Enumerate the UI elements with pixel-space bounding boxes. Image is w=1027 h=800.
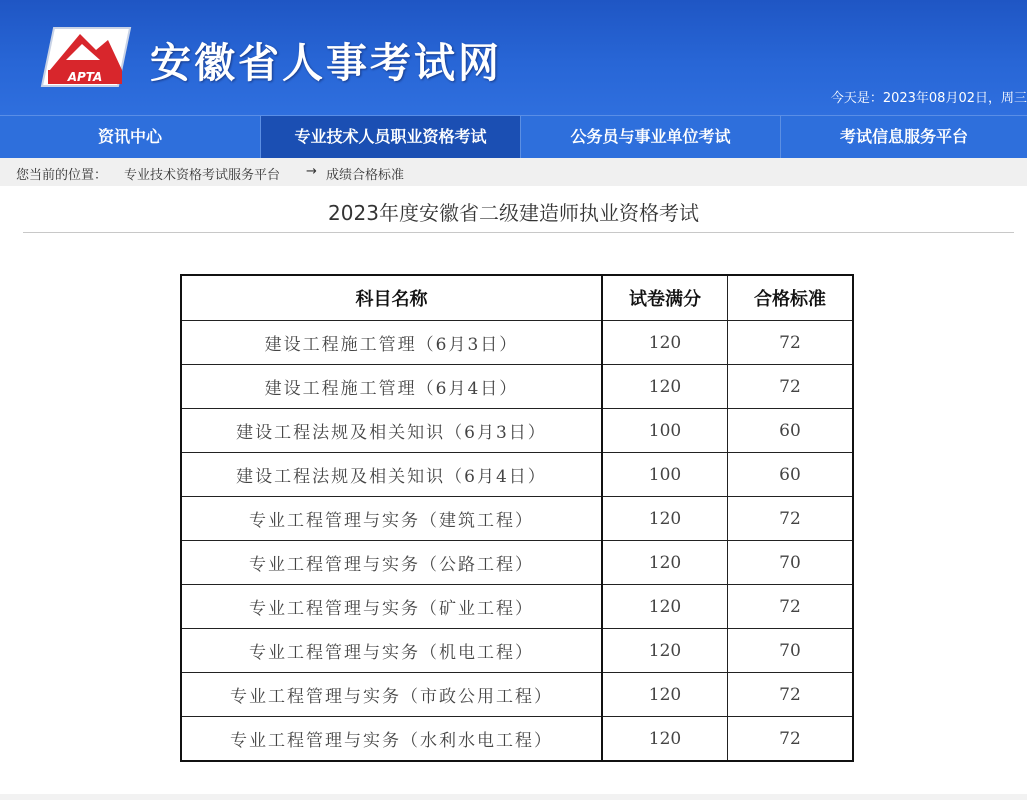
breadcrumb-arrow-icon: → [306,164,317,179]
svg-text:APTA: APTA [67,70,103,84]
table-row [181,585,853,629]
apta-logo[interactable] [36,20,132,90]
full-score-cell: 120 [602,629,728,673]
table-row [181,409,853,453]
header-subject: 科目名称 [181,275,602,321]
pass-score-cell: 72 [728,673,854,717]
subject-cell: 专业工程管理与实务（公路工程） [181,541,602,585]
pass-standard-table [180,274,854,762]
subject-cell: 专业工程管理与实务（建筑工程） [181,497,602,541]
table-row [181,453,853,497]
current-date: 今天是：2023年08月02日，周三 [830,91,1027,106]
full-score-cell: 120 [602,321,728,365]
subject-cell: 建设工程法规及相关知识（6月3日） [181,409,602,453]
table-row [181,629,853,673]
site-title[interactable]: 安徽省人事考试网 [150,39,502,87]
subject-cell: 专业工程管理与实务（矿业工程） [181,585,602,629]
pass-score-cell: 72 [728,717,854,762]
nav-item-civil-service-exams[interactable]: 公务员与事业单位考试 [570,127,731,146]
pass-score-cell: 72 [728,365,854,409]
full-score-cell: 120 [602,541,728,585]
subject-cell: 专业工程管理与实务（机电工程） [181,629,602,673]
pass-score-cell: 72 [728,321,854,365]
breadcrumb-link-platform[interactable]: 专业技术资格考试服务平台 [124,168,281,183]
table-header-row [181,275,853,321]
pass-score-cell: 70 [728,629,854,673]
nav-item-professional-exams[interactable]: 专业技术人员职业资格考试 [261,116,520,158]
pass-score-cell: 72 [728,585,854,629]
nav-item-news[interactable]: 资讯中心 [97,127,162,146]
apta-logo-icon [36,20,132,90]
full-score-cell: 120 [602,585,728,629]
table-row [181,541,853,585]
table-row [181,717,853,762]
pass-score-cell: 72 [728,497,854,541]
header-pass-score: 合格标准 [728,275,854,321]
main-nav [0,115,1027,158]
full-score-cell: 100 [602,453,728,497]
footer-strip [0,794,1027,800]
breadcrumb-prefix: 您当前的位置： [16,168,108,183]
pass-score-cell: 70 [728,541,854,585]
header-full-score: 试卷满分 [602,275,728,321]
subject-cell: 建设工程施工管理（6月3日） [181,321,602,365]
pass-score-cell: 60 [728,409,854,453]
subject-cell: 建设工程施工管理（6月4日） [181,365,602,409]
table-row [181,365,853,409]
breadcrumb [0,158,1027,186]
full-score-cell: 120 [602,497,728,541]
full-score-cell: 120 [602,717,728,762]
subject-cell: 专业工程管理与实务（市政公用工程） [181,673,602,717]
article-title: 2023年度安徽省二级建造师执业资格考试 [328,201,699,225]
table-row [181,321,853,365]
table-row [181,673,853,717]
full-score-cell: 120 [602,673,728,717]
full-score-cell: 100 [602,409,728,453]
site-header [0,0,1027,115]
title-divider [23,232,1014,233]
subject-cell: 建设工程法规及相关知识（6月4日） [181,453,602,497]
table-row [181,497,853,541]
breadcrumb-link-standards[interactable]: 成绩合格标准 [326,168,405,183]
pass-score-cell: 60 [728,453,854,497]
full-score-cell: 120 [602,365,728,409]
subject-cell: 专业工程管理与实务（水利水电工程） [181,717,602,762]
nav-item-info-service[interactable]: 考试信息服务平台 [839,127,968,146]
